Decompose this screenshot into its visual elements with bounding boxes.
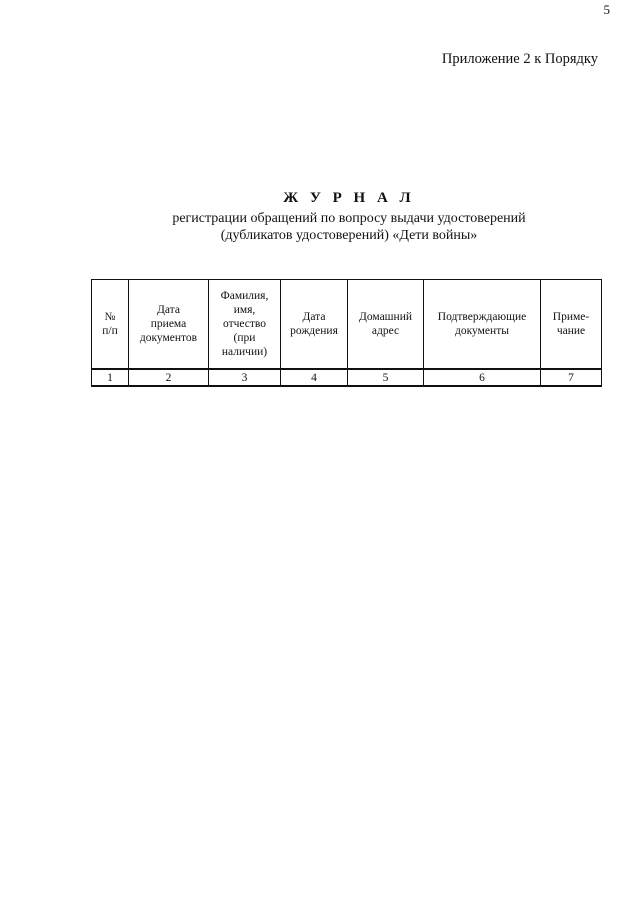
title-block [0,190,640,244]
document-subtitle-line-2: (дубликатов удостоверений) «Дети войны» [220,228,478,243]
column-number-1: 1 [92,369,129,386]
column-number-3: 3 [209,369,281,386]
column-number-7: 7 [541,369,602,386]
header-home-address: Домашний адрес [348,280,424,370]
header-birth-date: Дата рождения [281,280,348,370]
column-number-4: 4 [281,369,348,386]
journal-table [91,279,602,387]
column-number-6: 6 [424,369,541,386]
document-subtitle-line-1: регистрации обращений по вопросу выдачи удостоверений [172,211,526,226]
column-number-2: 2 [129,369,209,386]
appendix-label: Приложение 2 к Порядку [441,51,598,67]
header-date-received: Дата приема документов [129,280,209,370]
table-header-row [92,280,602,370]
column-number-5: 5 [348,369,424,386]
header-number: № п/п [92,280,129,370]
header-note: Приме- чание [541,280,602,370]
header-supporting-documents: Подтверждающие документы [424,280,541,370]
table-number-row [92,369,602,386]
document-title: Ж У Р Н А Л [283,190,415,206]
header-full-name: Фамилия, имя, отчество (при наличии) [209,280,281,370]
page-number: 5 [603,2,610,17]
